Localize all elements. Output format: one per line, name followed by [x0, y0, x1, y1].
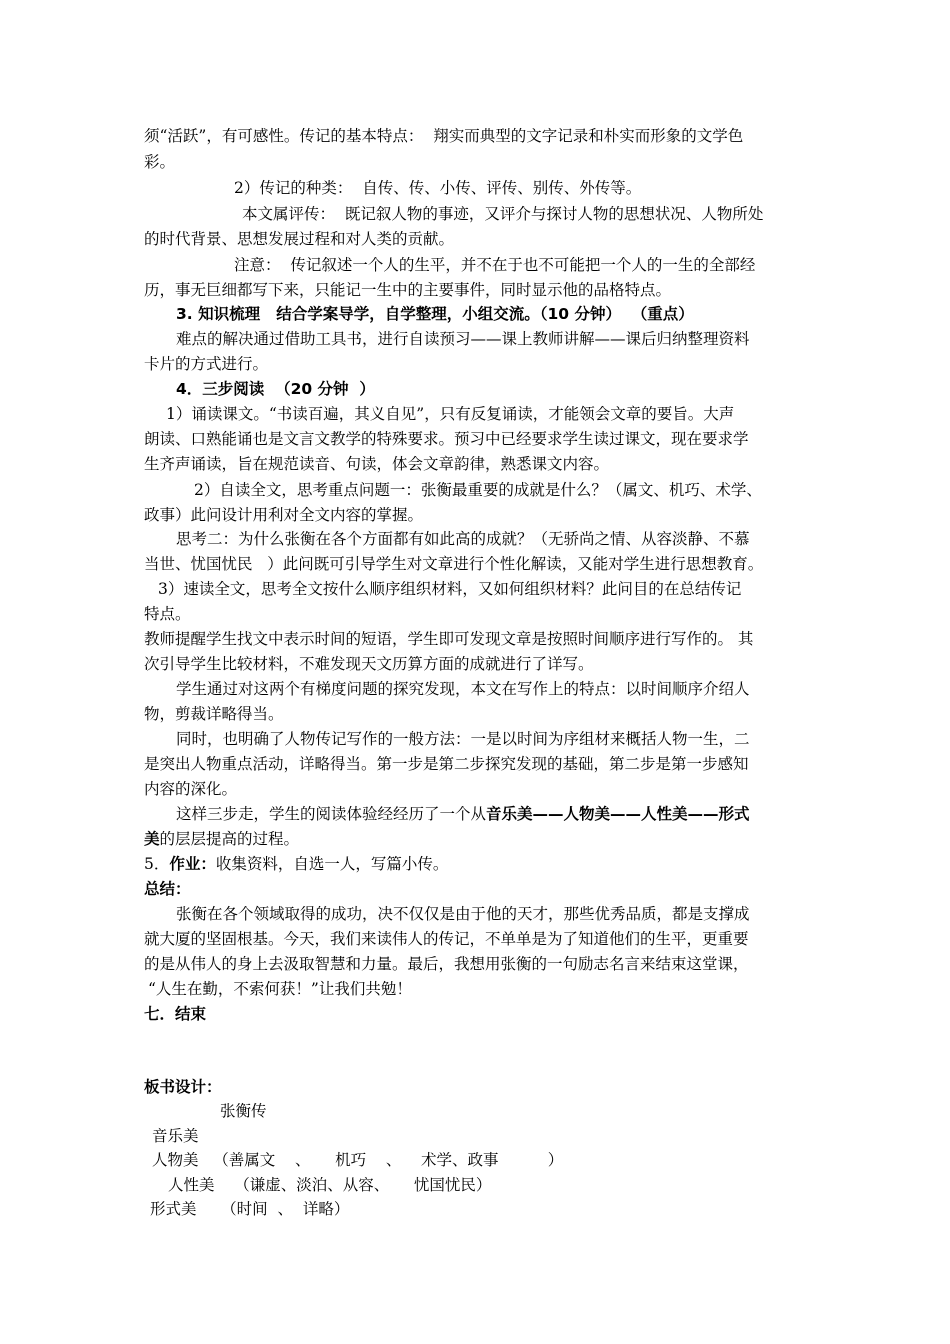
- para-text: 的层层提高的过程。: [159, 830, 300, 848]
- para-line: 是突出人物重点活动，详略得当。第一步是第二步探究发现的基础，第二步是第一步感知: [144, 755, 749, 773]
- para-line: 2）传记的种类： 自传、传、小传、评传、别传、外传等。: [234, 179, 642, 197]
- item-number: 5．: [144, 855, 170, 873]
- para-line: 本文属评传： 既记叙人物的事迹，又评介与探讨人物的思想状况、人物所处: [242, 205, 764, 223]
- para-text: 这样三步走，学生的阅读体验经经历了一个从: [176, 805, 487, 823]
- para-line: 卡片的方式进行。: [144, 355, 269, 373]
- para-line: 彩。: [144, 153, 176, 171]
- board-line: 音乐美: [152, 1127, 199, 1145]
- emphasis-text: 美: [144, 830, 160, 848]
- para-line: 注意： 传记叙述一个人的生平，并不在于也不可能把一个人的一生的全部经: [234, 256, 756, 274]
- para-line: “人生在勤，不索何获！”让我们共勉！: [148, 980, 412, 998]
- para-line: 2）自读全文，思考重点问题一：张衡最重要的成就是什么？（属文、机巧、术学、: [194, 481, 762, 499]
- para-line: 物，剪裁详略得当。: [144, 705, 284, 723]
- para-text: 收集资料，自选一人，写篇小传。: [215, 855, 449, 873]
- para-line: 1）诵读课文。“书读百遍，其义自见”，只有反复诵读，才能领会文章的要旨。大声: [166, 405, 735, 423]
- para-line: 的是从伟人的身上去汲取智慧和力量。最后，我想用张衡的一句励志名言来结束这堂课，: [144, 955, 749, 973]
- para-line: 的时代背景、思想发展过程和对人类的贡献。: [144, 230, 455, 248]
- para-line: [144, 854, 448, 874]
- para-line: 历，事无巨细都写下来，只能记一生中的主要事件，同时显示他的品格特点。: [144, 281, 672, 299]
- para-line: 政事）此问设计用利对全文内容的掌握。: [144, 506, 424, 524]
- section-heading: 3. 知识梳理 结合学案导学，自学整理，小组交流。（10 分钟） （重点）: [176, 305, 694, 323]
- para-line: 思考二：为什么张衡在各个方面都有如此高的成就？（无骄尚之情、从容淡静、不慕: [176, 530, 750, 548]
- para-line: 内容的深化。: [144, 780, 238, 798]
- para-line: 教师提醒学生找文中表示时间的短语，学生即可发现文章是按照时间顺序进行写作的。 其: [144, 630, 754, 648]
- section-heading: 板书设计：: [144, 1078, 222, 1096]
- section-heading: 七．结束: [144, 1005, 207, 1023]
- board-line: 人性美 （谦虚、淡泊、从容、 忧国忧民）: [168, 1176, 492, 1194]
- para-line: 当世、忧国忧民 ）此问既可引导学生对文章进行个性化解读，又能对学生进行思想教育。: [144, 555, 764, 573]
- para-line: 难点的解决通过借助工具书，进行自读预习——课上教师讲解——课后归纳整理资料: [176, 330, 750, 348]
- para-line: 张衡在各个领域取得的成功，决不仅仅是由于他的天才，那些优秀品质，都是支撑成: [176, 905, 750, 923]
- para-line: 3）速读全文，思考全文按什么顺序组织材料，又如何组织材料？此问目的在总结传记: [158, 580, 742, 598]
- para-line: 朗读、口熟能诵也是文言文教学的特殊要求。预习中已经要求学生读过课文，现在要求学: [144, 430, 749, 448]
- para-line: 同时，也明确了人物传记写作的一般方法：一是以时间为序组材来概括人物一生，二: [176, 730, 750, 748]
- para-line: 学生通过对这两个有梯度问题的探究发现，本文在写作上的特点：以时间顺序介绍人: [176, 680, 750, 698]
- para-line: 次引导学生比较材料，不难发现天文历算方面的成就进行了详写。: [144, 655, 594, 673]
- board-line: 张衡传: [220, 1102, 267, 1120]
- para-line: [176, 804, 750, 824]
- para-line: [144, 829, 299, 849]
- section-heading: 总结：: [144, 880, 191, 898]
- board-line: 形式美 （时间 、 详略）: [150, 1200, 350, 1218]
- para-line: 须“活跃”，有可感性。传记的基本特点： 翔实而典型的文字记录和朴实而形象的文学色: [144, 127, 744, 145]
- emphasis-text: 作业：: [169, 855, 216, 873]
- para-line: 就大厦的坚固根基。今天，我们来读伟人的传记，不单单是为了知道他们的生平，更重要: [144, 930, 749, 948]
- board-line: 人物美 （善属文 、 机巧 、 术学、政事 ）: [152, 1151, 564, 1169]
- para-line: 特点。: [144, 605, 191, 623]
- emphasis-text: 音乐美——人物美——人性美——形式: [486, 805, 750, 823]
- para-line: 生齐声诵读，旨在规范读音、句读，体会文章韵律，熟悉课文内容。: [144, 455, 610, 473]
- section-heading: 4．三步阅读 （20 分钟 ）: [176, 380, 375, 398]
